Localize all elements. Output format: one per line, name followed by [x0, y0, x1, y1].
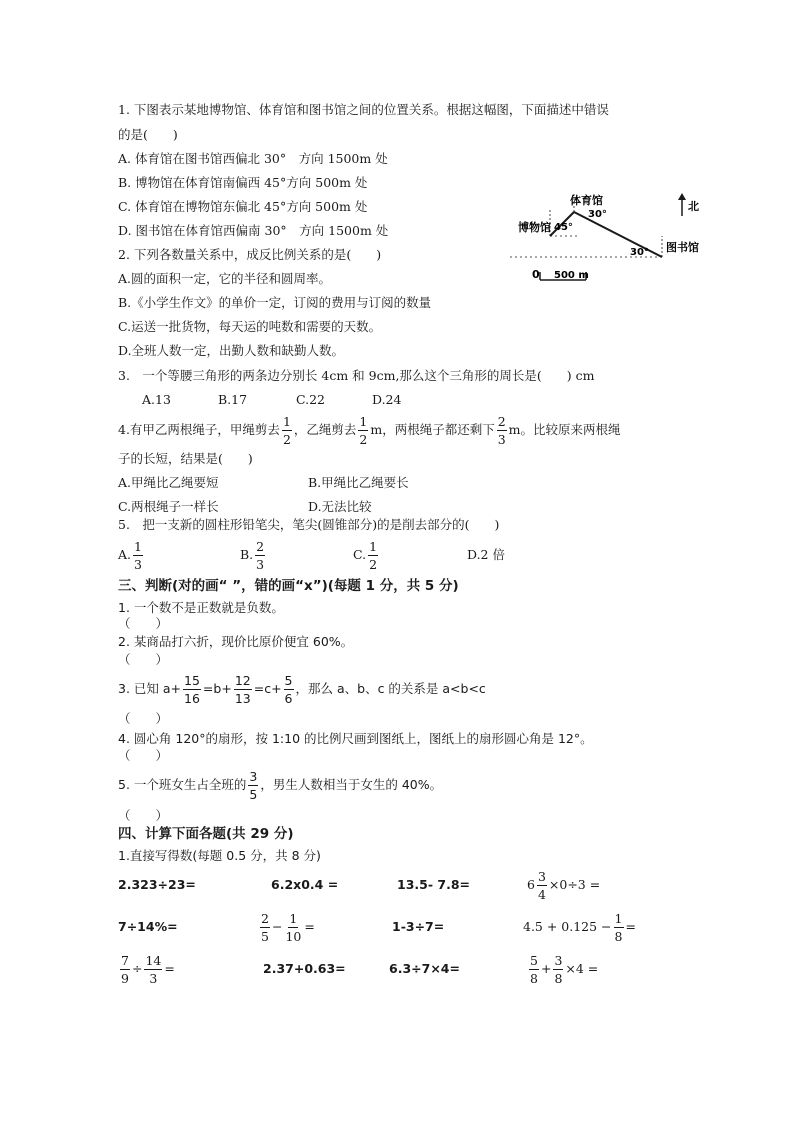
judge-5-paren: （ ） [118, 808, 169, 823]
q1-option-d: D. 图书馆在体育馆西偏南 30° 方向 1500m 处 [118, 223, 389, 238]
q5-option-d: D.2 倍 [467, 547, 505, 562]
judge-3-fraction-3: $\frac{5}{6}$ [284, 673, 293, 706]
angle-30-library-label: 30° [630, 247, 649, 258]
q4-fraction-3: $\frac{2}{3}$ [497, 414, 506, 447]
section3-title: 三、判断(对的画“ ”，错的画“x”)(每题 1 分，共 5 分) [118, 578, 459, 594]
judge-5-fraction: $\frac{3}{5}$ [249, 769, 258, 802]
q4-fraction-1: $\frac{1}{2}$ [282, 414, 291, 447]
q1-stem-line1: 1. 下图表示某地博物馆、体育馆和图书馆之间的位置关系。根据这幅图，下面描述中错误 [118, 102, 609, 117]
q3-option-a: A.13 [142, 392, 171, 407]
judge-5: 5. 一个班女生占全班的 $\frac{3}{5}$ ，男生人数相当于女生的 40%。 [118, 769, 443, 802]
scale-length-label: 500 m [554, 270, 589, 281]
angle-45-label: 45° [554, 222, 573, 233]
q4-text-2: ，乙绳剪去 [293, 422, 357, 437]
north-arrow-head [678, 193, 686, 200]
q1-option-a: A. 体育馆在图书馆西偏北 30° 方向 1500m 处 [118, 151, 388, 166]
q5-option-b: B. $\frac{2}{3}$ [240, 539, 265, 572]
calc-r2-c4: 4.5 + 0.125 − $\frac{1}{8}$ = [523, 911, 636, 944]
q4-text-1: 4.有甲乙两根绳子，甲绳剪去 [118, 422, 280, 437]
q4-option-a: A.甲绳比乙绳要短 [118, 475, 219, 490]
q4-stem-line2: 子的长短，结果是( ) [118, 451, 253, 466]
calc-r2-c3: 1-3÷7= [392, 919, 445, 934]
judge-3-fraction-1: $\frac{15}{16}$ [184, 673, 200, 706]
q5-stem: 5. 把一支新的圆柱形铅笔尖，笔尖(圆锥部分)的是削去部分的( ) [118, 517, 500, 532]
q5-option-a: A. $\frac{1}{3}$ [118, 539, 142, 572]
q1-option-b: B. 博物馆在体育馆南偏西 45°方向 500m 处 [118, 175, 368, 190]
calc-r1-c2: 6.2x0.4 = [271, 877, 339, 892]
q2-option-c: C.运送一批货物，每天运的吨数和需要的天数。 [118, 319, 382, 334]
calc-r2-c1: 7÷14%= [118, 919, 178, 934]
q2-stem: 2. 下列各数量关系中，成反比例关系的是( ) [118, 247, 382, 262]
q4-option-b: B.甲绳比乙绳要长 [308, 475, 409, 490]
section4-subtitle: 1.直接写得数(每题 0.5 分，共 8 分) [118, 848, 321, 863]
q4-text-4: m。比较原来两根绳 [508, 422, 621, 437]
judge-2-paren: （ ） [118, 652, 169, 667]
judge-3-paren: （ ） [118, 711, 169, 726]
position-map [510, 190, 732, 290]
calc-r1-c3: 13.5- 7.8= [397, 877, 470, 892]
q1-stem-line2: 的是( ) [118, 127, 178, 142]
judge-1: 1. 一个数不是正数就是负数。 [118, 600, 284, 615]
north-label: 北 [688, 200, 699, 213]
judge-2: 2. 某商品打六折，现价比原价便宜 60%。 [118, 634, 354, 649]
q4-text-3: m，两根绳子都还剩下 [370, 422, 495, 437]
calc-r3-c2: 2.37+0.63= [263, 961, 346, 976]
judge-3: 3. 已知 a+ $\frac{15}{16}$ =b+ $\frac{12}{13}$ =c+ $\frac{5}{6}$ ，那么 a、b、c 的关系是 a<b<c [118, 673, 486, 706]
calc-r3-c3: 6.3÷7×4= [389, 961, 460, 976]
q2-option-b: B.《小学生作文》的单价一定，订阅的费用与订阅的数量 [118, 295, 432, 310]
library-label: 图书馆 [666, 241, 699, 254]
q3-option-d: D.24 [372, 392, 402, 407]
judge-4: 4. 圆心角 120°的扇形，按 1:10 的比例尺画到图纸上，图纸上的扇形圆心角是 12°。 [118, 731, 593, 746]
q3-option-b: B.17 [218, 392, 248, 407]
gym-label: 体育馆 [570, 194, 603, 207]
judge-1-paren: （ ） [118, 616, 169, 631]
museum-label: 博物馆 [518, 221, 551, 234]
angle-30-gym-label: 30° [588, 209, 607, 220]
q5-option-c: C. $\frac{1}{2}$ [353, 539, 378, 572]
section4-title: 四、计算下面各题(共 29 分) [118, 826, 294, 842]
q2-option-d: D.全班人数一定，出勤人数和缺勤人数。 [118, 343, 345, 358]
judge-3-fraction-2: $\frac{12}{13}$ [234, 673, 251, 706]
calc-r1-c1: 2.323÷23= [118, 877, 196, 892]
judge-4-paren: （ ） [118, 748, 169, 763]
q2-option-a: A.圆的面积一定，它的半径和圆周率。 [118, 271, 332, 286]
calc-r3-c4: $\frac{5}{8}$ + $\frac{3}{8}$ ×4 = [530, 953, 599, 986]
calc-r3-c1: $\frac{7}{9}$ ÷ $\frac{14}{3}$ = [121, 953, 175, 986]
q3-stem: 3. 一个等腰三角形的两条边分别长 4cm 和 9cm,那么这个三角形的周长是( ) cm [118, 368, 595, 383]
q4-stem-line1 [118, 413, 621, 447]
calc-r2-c2: $\frac{2}{5}$ − $\frac{1}{10}$ = [261, 911, 315, 944]
scale-zero-label: 0 [532, 268, 540, 281]
calc-r1-c4: 6 $\frac{3}{4}$ ×0÷3 = [527, 868, 601, 902]
q4-option-c: C.两根绳子一样长 [118, 499, 219, 514]
q4-fraction-2: $\frac{1}{2}$ [359, 414, 368, 447]
q4-option-d: D.无法比较 [308, 499, 372, 514]
q1-option-c: C. 体育馆在博物馆东偏北 45°方向 500m 处 [118, 199, 368, 214]
q3-option-c: C.22 [296, 392, 325, 407]
